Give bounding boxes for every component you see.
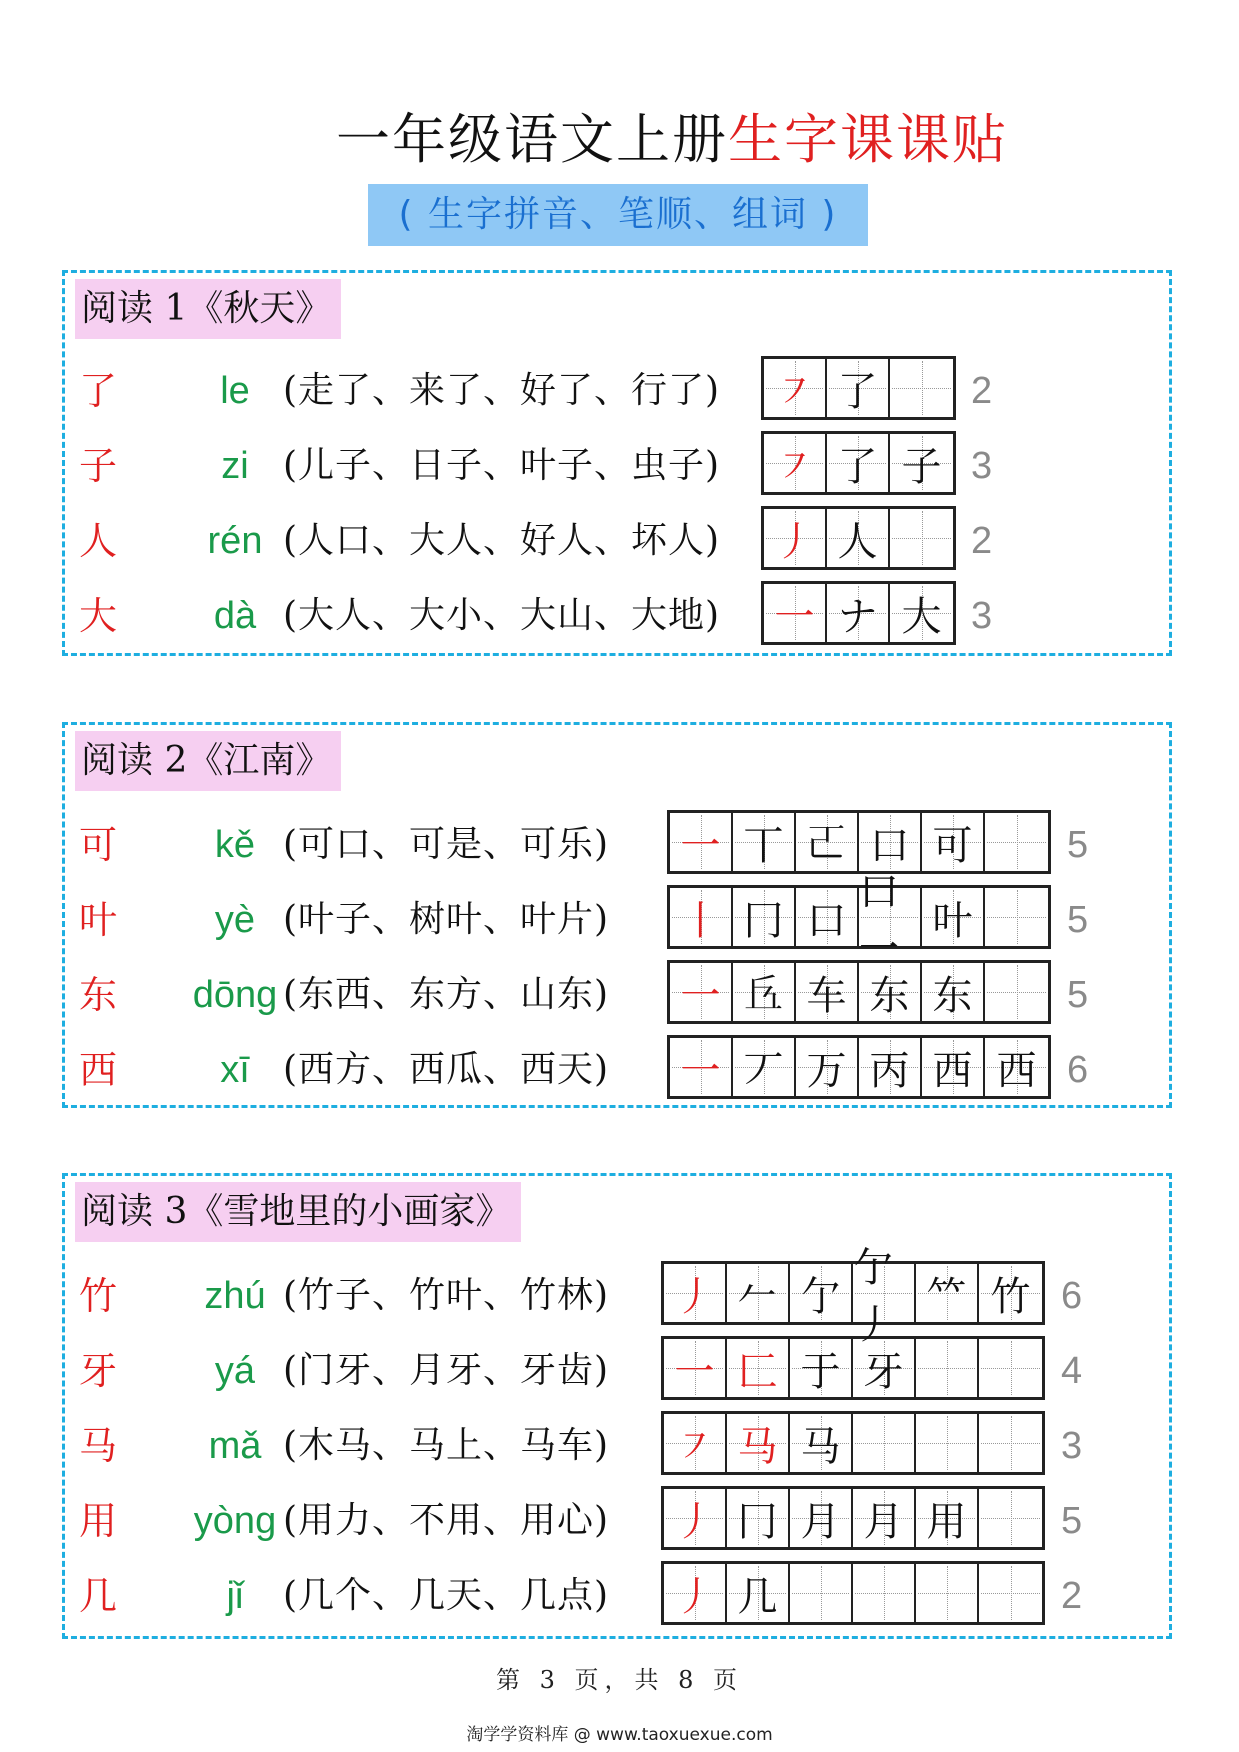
stroke-cell: ㇇ bbox=[664, 1414, 727, 1472]
page-title bbox=[336, 100, 1008, 180]
stroke-cell: 车 bbox=[796, 963, 859, 1021]
stroke-cell bbox=[979, 1339, 1042, 1397]
stroke-cell bbox=[853, 1564, 916, 1622]
stroke-cell: 口 bbox=[859, 813, 922, 871]
stroke-cell bbox=[979, 1564, 1042, 1622]
stroke-cell bbox=[890, 509, 953, 567]
char-row bbox=[65, 869, 1169, 972]
pinyin: jǐ bbox=[226, 1575, 244, 1617]
stroke-cell: 几 bbox=[727, 1564, 790, 1622]
section-label: 阅读 1《秋天》 bbox=[75, 279, 341, 339]
stroke-cell: 丿 bbox=[664, 1489, 727, 1547]
stroke-cell: 丿 bbox=[664, 1564, 727, 1622]
stroke-grid bbox=[667, 1035, 1051, 1099]
char-row bbox=[65, 434, 1169, 498]
section-reading-2 bbox=[62, 722, 1172, 1108]
stroke-cell: 亇丿 bbox=[853, 1264, 916, 1322]
pinyin: dà bbox=[213, 595, 257, 637]
stroke-count: 5 bbox=[1061, 1500, 1083, 1542]
stroke-count: 2 bbox=[1061, 1575, 1083, 1617]
stroke-cell bbox=[916, 1339, 979, 1397]
stroke-cell: 了 bbox=[827, 359, 890, 417]
stroke-cell: 人 bbox=[827, 509, 890, 567]
stroke-cell: 口一 bbox=[859, 888, 922, 946]
title-highlight: 生字课课贴 bbox=[728, 108, 1008, 171]
stroke-cell: 丿 bbox=[664, 1264, 727, 1322]
stroke-cell: ㇇ bbox=[764, 359, 827, 417]
section-reading-1 bbox=[62, 270, 1172, 656]
char: 东 bbox=[79, 973, 118, 1017]
stroke-cell: 冂 bbox=[727, 1489, 790, 1547]
pinyin: yá bbox=[214, 1350, 256, 1392]
char: 马 bbox=[79, 1424, 118, 1468]
stroke-cell: 了 bbox=[827, 434, 890, 492]
words: (几个、几天、几点) bbox=[283, 1575, 610, 1616]
pinyin: kě bbox=[214, 824, 256, 866]
stroke-cell: 可 bbox=[922, 813, 985, 871]
stroke-cell: 口 bbox=[796, 888, 859, 946]
stroke-cell bbox=[985, 963, 1048, 1021]
stroke-count: 5 bbox=[1067, 899, 1089, 941]
stroke-grid bbox=[661, 1561, 1045, 1625]
stroke-cell: 月 bbox=[790, 1489, 853, 1547]
char-row bbox=[65, 359, 1169, 423]
char-row bbox=[65, 1339, 1169, 1403]
stroke-cell: 一 bbox=[764, 584, 827, 642]
char-row bbox=[65, 813, 1169, 877]
stroke-cell: 𠂉 bbox=[727, 1264, 790, 1322]
stroke-cell bbox=[985, 813, 1048, 871]
words: (可口、可是、可乐) bbox=[283, 824, 610, 865]
char-row bbox=[65, 584, 1169, 648]
char: 了 bbox=[79, 369, 118, 413]
char-row bbox=[65, 1245, 1169, 1348]
char-row bbox=[65, 1489, 1169, 1553]
stroke-cell bbox=[916, 1564, 979, 1622]
section-reading-3 bbox=[62, 1173, 1172, 1639]
stroke-cell bbox=[916, 1414, 979, 1472]
pinyin: yè bbox=[214, 899, 256, 941]
stroke-grid bbox=[761, 581, 956, 645]
stroke-cell: 𠀀 bbox=[796, 813, 859, 871]
char: 大 bbox=[79, 594, 118, 638]
page-indicator: 第 3 页，共 8 页 bbox=[495, 1666, 744, 1694]
stroke-cell: 子 bbox=[890, 434, 953, 492]
stroke-cell: 丙 bbox=[859, 1038, 922, 1096]
pinyin: zi bbox=[221, 445, 249, 487]
stroke-cell: 丆 bbox=[733, 1038, 796, 1096]
stroke-cell: 马 bbox=[790, 1414, 853, 1472]
stroke-cell bbox=[853, 1414, 916, 1472]
stroke-count: 3 bbox=[971, 445, 993, 487]
stroke-cell: 丿 bbox=[764, 509, 827, 567]
stroke-count: 2 bbox=[971, 520, 993, 562]
stroke-cell: 用 bbox=[916, 1489, 979, 1547]
stroke-grid bbox=[761, 356, 956, 420]
pinyin: dōng bbox=[192, 974, 278, 1016]
stroke-cell: 马 bbox=[727, 1414, 790, 1472]
stroke-cell bbox=[985, 888, 1048, 946]
stroke-cell: 𥫗 bbox=[916, 1264, 979, 1322]
char: 牙 bbox=[79, 1349, 118, 1393]
words: (叶子、树叶、叶片) bbox=[283, 899, 610, 940]
words: (大人、大小、大山、大地) bbox=[283, 595, 721, 636]
stroke-cell: 大 bbox=[890, 584, 953, 642]
stroke-cell: 匚 bbox=[727, 1339, 790, 1397]
pinyin: rén bbox=[207, 520, 263, 562]
char-row bbox=[65, 1414, 1169, 1478]
stroke-cell: 冂 bbox=[733, 888, 796, 946]
stroke-cell: 一 bbox=[670, 813, 733, 871]
char: 叶 bbox=[79, 898, 118, 942]
stroke-cell: 牙 bbox=[853, 1339, 916, 1397]
stroke-count: 4 bbox=[1061, 1350, 1083, 1392]
stroke-cell bbox=[890, 359, 953, 417]
watermark: 淘学学资料库 @ www.taoxuexue.com bbox=[466, 1725, 773, 1745]
pinyin: le bbox=[220, 370, 250, 412]
stroke-cell: 万 bbox=[796, 1038, 859, 1096]
words: (走了、来了、好了、行了) bbox=[283, 370, 721, 411]
stroke-cell: 月 bbox=[853, 1489, 916, 1547]
stroke-cell: 一 bbox=[670, 963, 733, 1021]
pinyin: xī bbox=[220, 1049, 250, 1091]
stroke-grid bbox=[667, 869, 1051, 972]
stroke-cell: 丨 bbox=[670, 888, 733, 946]
stroke-cell: 亇 bbox=[790, 1264, 853, 1322]
stroke-count: 5 bbox=[1067, 824, 1089, 866]
words: (木马、马上、马车) bbox=[283, 1425, 610, 1466]
char-row bbox=[65, 1564, 1169, 1628]
stroke-cell: ナ bbox=[827, 584, 890, 642]
pinyin: mǎ bbox=[208, 1425, 262, 1467]
words: (人口、大人、好人、坏人) bbox=[283, 520, 721, 561]
char: 西 bbox=[79, 1048, 118, 1092]
stroke-cell: 𠀈 bbox=[733, 963, 796, 1021]
stroke-count: 5 bbox=[1067, 974, 1089, 1016]
stroke-cell bbox=[790, 1564, 853, 1622]
stroke-grid bbox=[661, 1486, 1045, 1550]
stroke-cell bbox=[979, 1414, 1042, 1472]
stroke-cell: 叶 bbox=[922, 888, 985, 946]
subtitle-banner: ( 生字拼音、笔顺、组词 ) bbox=[368, 184, 868, 246]
stroke-cell: 东 bbox=[922, 963, 985, 1021]
char: 竹 bbox=[79, 1274, 118, 1318]
title-main: 一年级语文上册 bbox=[336, 108, 728, 171]
stroke-count: 6 bbox=[1061, 1275, 1083, 1317]
words: (用力、不用、用心) bbox=[283, 1500, 610, 1541]
pinyin: yòng bbox=[193, 1500, 277, 1542]
stroke-cell: 竹 bbox=[979, 1264, 1042, 1322]
stroke-grid bbox=[661, 1411, 1045, 1475]
stroke-cell: 西 bbox=[922, 1038, 985, 1096]
words: (西方、西瓜、西天) bbox=[283, 1049, 610, 1090]
words: (东西、东方、山东) bbox=[283, 974, 610, 1015]
stroke-grid bbox=[661, 1245, 1045, 1348]
stroke-cell: ㇇ bbox=[764, 434, 827, 492]
char-row bbox=[65, 1038, 1169, 1102]
words: (竹子、竹叶、竹林) bbox=[283, 1275, 610, 1316]
words: (儿子、日子、叶子、虫子) bbox=[283, 445, 721, 486]
stroke-count: 2 bbox=[971, 370, 993, 412]
stroke-cell: 西 bbox=[985, 1038, 1048, 1096]
char: 几 bbox=[79, 1574, 118, 1618]
pinyin: zhú bbox=[204, 1275, 266, 1317]
stroke-cell: 丅 bbox=[733, 813, 796, 871]
section-label: 阅读 2《江南》 bbox=[75, 731, 341, 791]
stroke-cell: 于 bbox=[790, 1339, 853, 1397]
char-row bbox=[65, 509, 1169, 573]
char: 子 bbox=[79, 444, 118, 488]
stroke-cell: 一 bbox=[670, 1038, 733, 1096]
stroke-cell bbox=[979, 1489, 1042, 1547]
stroke-grid bbox=[761, 431, 956, 495]
stroke-count: 3 bbox=[1061, 1425, 1083, 1467]
stroke-cell: 一 bbox=[664, 1339, 727, 1397]
stroke-count: 6 bbox=[1067, 1049, 1089, 1091]
char-row bbox=[65, 963, 1169, 1027]
char: 人 bbox=[79, 519, 118, 563]
char: 用 bbox=[79, 1499, 118, 1543]
char: 可 bbox=[79, 823, 118, 867]
stroke-grid bbox=[761, 506, 956, 570]
words: (门牙、月牙、牙齿) bbox=[283, 1350, 610, 1391]
section-label: 阅读 3《雪地里的小画家》 bbox=[75, 1182, 521, 1242]
stroke-count: 3 bbox=[971, 595, 993, 637]
stroke-cell: 东 bbox=[859, 963, 922, 1021]
